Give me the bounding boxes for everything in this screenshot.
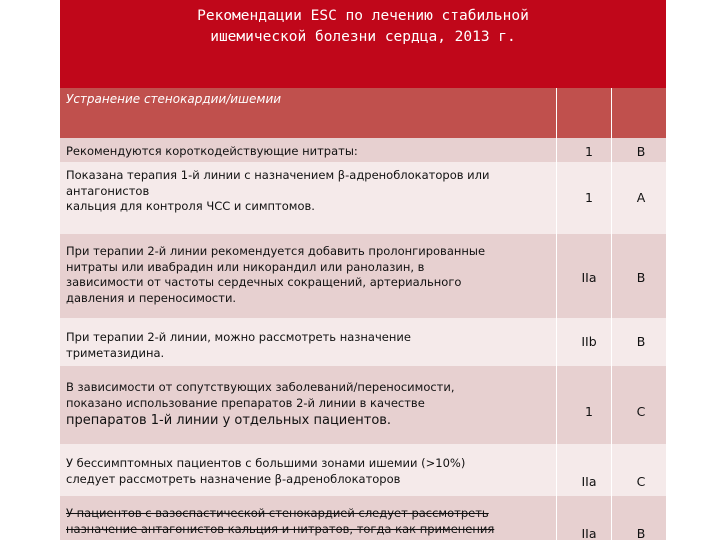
level-cell: C <box>636 474 646 489</box>
recommendation-text: При терапии 2-й линии, можно рассмотреть назначение триметазидина. <box>66 330 411 360</box>
recommendation-text: В зависимости от сопутствующих заболеваний/переносимости, показано использование препаратов 2-й линии в качестве препаратов 1-й линии у отдельных пациентов. <box>66 380 455 428</box>
column-divider <box>611 88 612 540</box>
table-row <box>60 496 666 540</box>
table-row <box>60 162 666 234</box>
table-row <box>60 138 666 162</box>
class-cell: IIa <box>581 474 597 489</box>
class-cell: 1 <box>585 404 593 419</box>
recommendations-table <box>60 88 666 540</box>
slide-title <box>60 6 666 48</box>
recommendation-text: При терапии 2-й линии рекомендуется добавить пролонгированные нитраты или ивабрадин или никорандил или ранолазин, в зависимости от частоты сердечных сокращений, артериального давления и переносимости. <box>66 244 486 305</box>
recommendation-text: У пациентов с вазоспастической стенокардией следует рассмотреть назначение антагонистов кальция и нитратов, тогда как применения <box>66 506 495 536</box>
level-cell: B <box>636 270 646 285</box>
table-row <box>60 234 666 318</box>
recommendation-text: Показана терапия 1-й линии с назначением β-адреноблокаторов или антагонистов кальция для контроля ЧСС и симптомов. <box>66 168 490 213</box>
table-row <box>60 366 666 444</box>
section-header-row <box>60 88 666 138</box>
section-header-label: Устранение стенокардии/ишемии <box>66 92 282 106</box>
class-cell: 1 <box>585 190 593 205</box>
title-line-1: Рекомендации ESC по лечению стабильной <box>197 8 529 24</box>
recommendation-text: Рекомендуются короткодействующие нитраты: <box>66 144 358 158</box>
table-row <box>60 444 666 496</box>
column-divider <box>556 88 557 540</box>
level-cell: C <box>636 404 646 419</box>
level-cell: B <box>636 334 646 349</box>
class-cell: IIa <box>581 526 597 541</box>
level-cell: A <box>636 190 646 205</box>
title-line-2: ишемической болезни сердца, 2013 г. <box>210 29 516 45</box>
class-cell: 1 <box>585 144 593 159</box>
slide-header <box>60 0 666 88</box>
level-cell: B <box>636 144 646 159</box>
class-cell: IIa <box>581 270 597 285</box>
class-cell: IIb <box>581 334 597 349</box>
recommendation-text: У бессимптомных пациентов с большими зонами ишемии (>10%) следует рассмотреть назначение β-адреноблокаторов <box>66 456 466 486</box>
level-cell: B <box>636 526 646 541</box>
table-row <box>60 318 666 366</box>
